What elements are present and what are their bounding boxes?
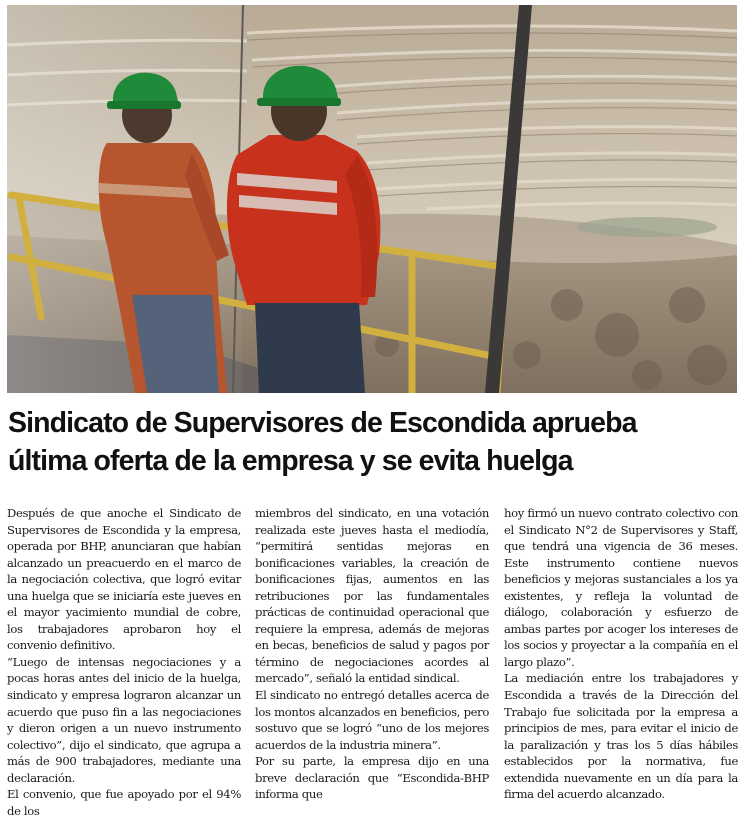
mine-scene-illustration — [7, 5, 737, 393]
headline-line-2: última oferta de la empresa y se evita huelga — [8, 445, 573, 477]
paragraph: “Luego de intensas negociaciones y a pocas horas antes del inicio de la huelga, sindicato y empresa lograron alcanzar un acuerdo que puso fin a las negociaciones y dieron origen a un nuevo instrumento colectivo”, dijo el sindicato, que agrupa a más de 900 trabajadores, mediante una declaración. — [7, 654, 241, 785]
paragraph: La mediación entre los trabajadores y Escondida a través de la Dirección del Trabajo fue solicitada por la empresa a principios de mes, para evitar el inicio de la paralización y tras los 5 días hábiles establecidos por la normativa, fue extendida nuevamente en un día para la firma del acuerdo alcanzado. — [504, 671, 738, 802]
article-column-3 — [504, 505, 738, 803]
paragraph: Después de que anoche el Sindicato de Supervisores de Escondida y la empresa, operada por BHP, anunciaran que habían alcanzado un preacuerdo en el marco de la negociación colectiva, que logró evitar una huelga que se iniciaría este jueves en el mayor yacimiento mundial de cobre, los trabajadores aprobaron hoy el convenio definitivo. — [7, 506, 241, 653]
paragraph: El convenio, que fue apoyado por el 94% de los — [7, 787, 241, 818]
article-column-2 — [255, 505, 489, 803]
paragraph: Por su parte, la empresa dijo en una breve declaración que “Escondida-BHP informa que — [255, 754, 489, 802]
article-column-1 — [7, 505, 241, 819]
article-headline — [8, 404, 738, 480]
article-photo — [7, 5, 737, 393]
paragraph: miembros del sindicato, en una votación realizada este jueves hasta el mediodía, “permitirá sentidas mejoras en bonificaciones variables, la creación de bonificaciones fijas, aumentos en las retribuciones por las fundamentales prácticas de continuidad operacional que requiere la empresa, además de mejoras en becas, beneficios de salud y pagos por término de negociaciones acordes al mercado”, señaló la entidad sindical. — [255, 506, 489, 686]
paragraph: hoy firmó un nuevo contrato colectivo con el Sindicato N°2 de Supervisores y Staff, que tendrá una vigencia de 36 meses. Este instrumento contiene nuevos beneficios y mejoras sustanciales a los ya existentes, y refleja la voluntad de diálogo, colaboración y esfuerzo de ambas partes por acoger los intereses de los socios y proyectar a la compañía en el largo plazo”. — [504, 506, 738, 669]
headline-line-1: Sindicato de Supervisores de Escondida aprueba — [8, 407, 637, 439]
paragraph: El sindicato no entregó detalles acerca de los montos alcanzados en beneficios, pero sostuvo que se logró “uno de los mejores acuerdos de la industria minera”. — [255, 688, 489, 752]
